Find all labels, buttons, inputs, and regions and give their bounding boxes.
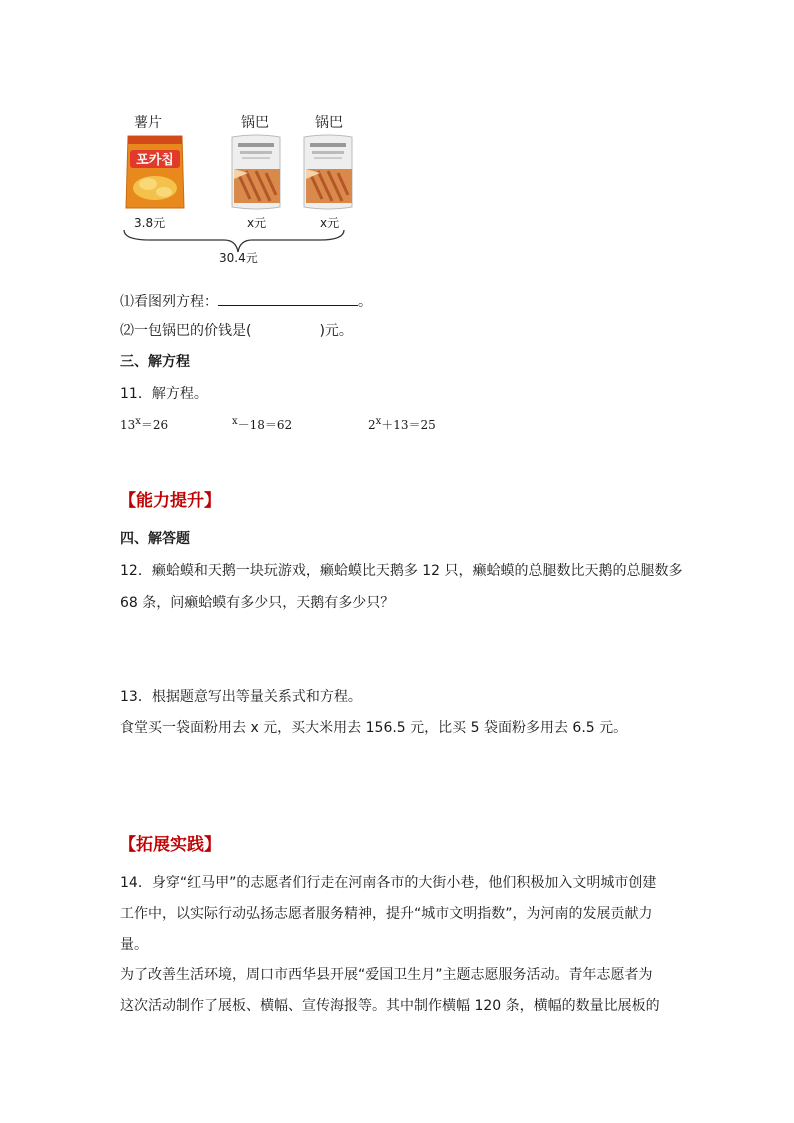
chips-brand-text: 포카칩 bbox=[136, 153, 174, 168]
heading-expand: 【拓展实践】 bbox=[119, 835, 221, 855]
q10-part2-suffix: )元。 bbox=[319, 323, 353, 339]
eq2-var: x bbox=[232, 416, 238, 427]
q14-line-1: 14．身穿“红马甲”的志愿者们行走在河南各市的大街小巷，他们积极加入文明城市创建 bbox=[120, 875, 657, 891]
q12-line-2: 68 条，问癞蛤蟆有多少只，天鹅有多少只？ bbox=[120, 595, 395, 611]
q13-line-1: 13．根据题意写出等量关系式和方程。 bbox=[120, 689, 362, 705]
q11-equation-2 bbox=[232, 416, 292, 433]
q10-part1-prefix: ⑴看图列方程： bbox=[120, 294, 218, 310]
eq3-rest: ＋13＝25 bbox=[381, 418, 436, 432]
chips-bag-image bbox=[122, 132, 188, 212]
q11-equation-1 bbox=[120, 416, 168, 433]
q12-line-1: 12．癞蛤蟆和天鹅一块玩游戏，癞蛤蟆比天鹅多 12 只，癞蛤蟆的总腿数比天鹅的总腿数多 bbox=[120, 563, 683, 579]
eq1-var: x bbox=[135, 416, 141, 427]
section3-title: 三、解方程 bbox=[120, 354, 190, 370]
q14-line-4: 为了改善生活环境，周口市西华县开展“爱国卫生月”主题志愿服务活动。青年志愿者为 bbox=[120, 967, 653, 983]
guoba-bag-image-1 bbox=[228, 133, 284, 213]
eq3-var: x bbox=[375, 416, 382, 427]
section4-title: 四、解答题 bbox=[120, 531, 190, 547]
guoba-label-1: 锅巴 bbox=[241, 115, 269, 131]
guoba-price-2: x元 bbox=[320, 216, 340, 230]
eq1-coef: 13 bbox=[120, 418, 136, 432]
guoba-bag-image-2 bbox=[300, 133, 356, 213]
guoba-label-2: 锅巴 bbox=[315, 115, 343, 131]
eq2-rest: －18＝62 bbox=[237, 418, 293, 432]
q11-title: 11．解方程。 bbox=[120, 386, 208, 402]
eq1-rest: ＝26 bbox=[140, 418, 169, 432]
q11-equation-3 bbox=[368, 416, 436, 433]
total-price: 30.4元 bbox=[219, 251, 258, 265]
q10-part2 bbox=[120, 322, 353, 340]
q10-part2-prefix: ⑵一包锅巴的价钱是( bbox=[120, 323, 252, 339]
q14-line-2: 工作中，以实际行动弘扬志愿者服务精神，提升“城市文明指数”，为河南的发展贡献力 bbox=[120, 906, 653, 922]
chips-price: 3.8元 bbox=[134, 216, 166, 230]
q10-part1 bbox=[120, 291, 372, 311]
q14-line-5: 这次活动制作了展板、横幅、宣传海报等。其中制作横幅 120 条，横幅的数量比展板的 bbox=[120, 998, 660, 1014]
chips-label: 薯片 bbox=[134, 115, 162, 131]
eq3-coef: 2 bbox=[368, 418, 376, 432]
q10-part1-suffix: 。 bbox=[358, 294, 372, 310]
guoba-price-1: x元 bbox=[247, 216, 267, 230]
q13-line-2: 食堂买一袋面粉用去 x 元，买大米用去 156.5 元，比买 5 袋面粉多用去 6.5 元。 bbox=[120, 720, 628, 736]
heading-ability: 【能力提升】 bbox=[119, 491, 221, 511]
q10-answer-blank[interactable] bbox=[218, 291, 358, 306]
q14-line-3: 量。 bbox=[120, 937, 148, 953]
